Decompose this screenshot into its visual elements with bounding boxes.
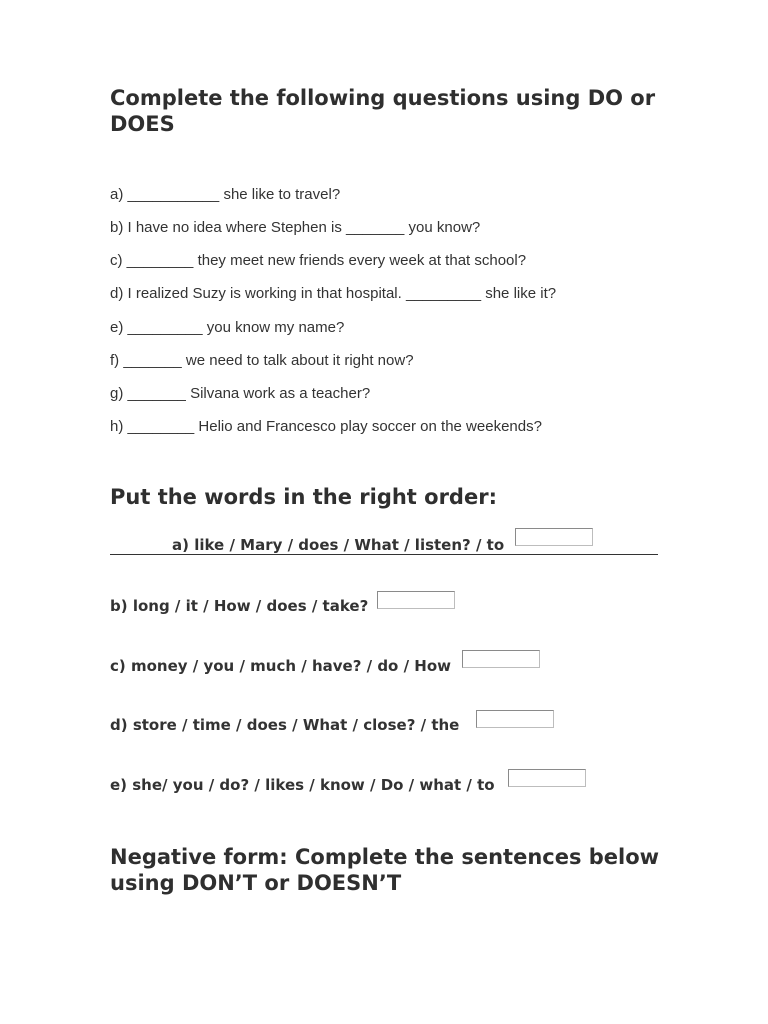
- question-a: a) ___________ she like to travel?: [110, 186, 341, 203]
- order-item-b: b) long / it / How / does / take?: [110, 597, 369, 615]
- answer-field-c[interactable]: [462, 650, 540, 668]
- section-heading-negative-form: Negative form: Complete the sentences below using DON’T or DOESN’T: [110, 845, 660, 895]
- question-d: d) I realized Suzy is working in that hospital. _________ she like it?: [110, 285, 557, 302]
- answer-field-b[interactable]: [377, 591, 455, 609]
- question-f: f) _______ we need to talk about it right now?: [110, 352, 414, 369]
- section-heading-word-order: Put the words in the right order:: [110, 485, 497, 509]
- divider-line: [110, 554, 658, 555]
- question-b: b) I have no idea where Stephen is _______ you know?: [110, 219, 481, 236]
- order-item-a: a) like / Mary / does / What / listen? / to: [172, 536, 505, 554]
- answer-field-d[interactable]: [476, 710, 554, 728]
- question-c: c) ________ they meet new friends every week at that school?: [110, 252, 527, 269]
- order-item-d: d) store / time / does / What / close? / the: [110, 716, 460, 734]
- section-heading-do-does: Complete the following questions using DO or DOES: [110, 86, 656, 136]
- order-item-c: c) money / you / much / have? / do / How: [110, 657, 452, 675]
- question-e: e) _________ you know my name?: [110, 319, 345, 336]
- order-item-e: e) she/ you / do? / likes / know / Do / what / to: [110, 776, 495, 794]
- answer-field-e[interactable]: [508, 769, 586, 787]
- question-h: h) ________ Helio and Francesco play soccer on the weekends?: [110, 418, 542, 435]
- question-g: g) _______ Silvana work as a teacher?: [110, 385, 371, 402]
- answer-field-a[interactable]: [515, 528, 593, 546]
